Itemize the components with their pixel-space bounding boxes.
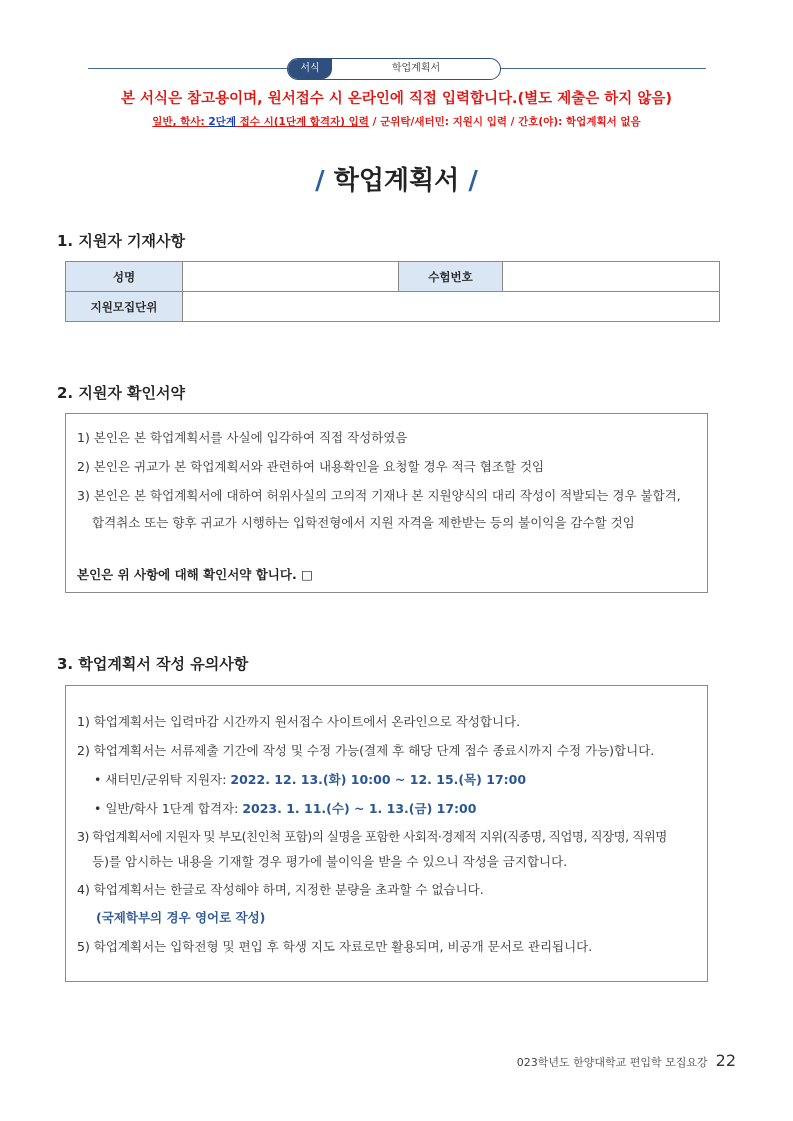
section3-heading: 3. 학업계획서 작성 유의사항 bbox=[57, 655, 249, 673]
title-text: 학업계획서 bbox=[333, 166, 460, 196]
section1-heading: 1. 지원자 기재사항 bbox=[57, 232, 186, 250]
form-label-pill bbox=[287, 58, 501, 80]
title-slash-left: / bbox=[315, 166, 325, 196]
pledge-item-3: 3) 본인은 본 학업계획서에 대하여 허위사실의 고의적 기재나 본 지원양식의 대리 작성이 적발되는 경우 불합격, bbox=[77, 488, 681, 503]
guide-item-3: 3) 학업계획서에 지원자 및 부모(친인척 포함)의 실명을 포함한 사회적·경제적 지위(직종명, 직업명, 직장명, 직위명 bbox=[77, 829, 667, 844]
applicant-info-table bbox=[65, 261, 720, 322]
notice-sub-a: 일반, 학사: bbox=[152, 116, 209, 128]
form-tag: 서식 bbox=[288, 59, 332, 79]
page-number: 22 bbox=[715, 1051, 736, 1070]
guide-item-1: 1) 학업계획서는 입력마감 시간까지 원서접수 사이트에서 온라인으로 작성합니다. bbox=[77, 714, 521, 729]
bullet-1-label: • 새터민/군위탁 지원자: bbox=[94, 772, 231, 787]
footer-text: 023학년도 한양대학교 편입학 모집요강 bbox=[516, 1056, 708, 1069]
bullet-2-label: • 일반/학사 1단계 합격자: bbox=[94, 801, 243, 816]
name-label: 성명 bbox=[66, 262, 183, 292]
exam-no-label: 수험번호 bbox=[399, 262, 503, 292]
pledge-statement bbox=[77, 565, 313, 583]
notice-sub-c: 접수 시(1단계 합격자) 입력 bbox=[235, 116, 369, 128]
bullet-2-date: 2023. 1. 11.(수) ~ 1. 13.(금) 17:00 bbox=[242, 801, 477, 816]
guide-item-4: 4) 학업계획서는 한글로 작성해야 하며, 지정한 분량을 초과할 수 없습니다. bbox=[77, 882, 484, 897]
page-footer bbox=[517, 1051, 736, 1070]
notice-sub-d: / 군위탁/새터민: 지원시 입력 / 간호(야): 학업계획서 없음 bbox=[368, 116, 641, 128]
guide-item-5: 5) 학업계획서는 입학전형 및 편입 후 학생 지도 자료로만 활용되며, 비공개 문서로 관리됩니다. bbox=[77, 939, 593, 954]
title-slash-right: / bbox=[468, 166, 478, 196]
name-field[interactable] bbox=[183, 262, 399, 292]
guide-bullet-2 bbox=[94, 799, 476, 817]
notice-sub bbox=[0, 114, 793, 129]
notice-main: 본 서식은 참고용이며, 원서접수 시 온라인에 직접 입력합니다.(별도 제출은 하지 않음) bbox=[121, 91, 672, 107]
pledge-text: 본인은 위 사항에 대해 확인서약 합니다. bbox=[77, 567, 297, 582]
guide-item-4-note: (국제학부의 경우 영어로 작성) bbox=[96, 910, 266, 925]
form-title: 학업계획서 bbox=[391, 63, 441, 74]
guide-item-3-cont: 등)를 암시하는 내용을 기재할 경우 평가에 불이익을 받을 수 있으니 작성을 금지합니다. bbox=[92, 854, 568, 869]
document-title bbox=[0, 160, 793, 197]
pledge-checkbox[interactable]: □ bbox=[301, 567, 313, 582]
guide-bullet-1 bbox=[94, 770, 526, 788]
notice-sub-b: 2단계 bbox=[208, 116, 236, 128]
pledge-item-1: 1) 본인은 본 학업계획서를 사실에 입각하여 직접 작성하였음 bbox=[77, 430, 408, 445]
unit-label: 지원모집단위 bbox=[66, 292, 183, 322]
pledge-item-3-cont: 합격취소 또는 향후 귀교가 시행하는 입학전형에서 지원 자격을 제한받는 등의 불이익을 감수할 것임 bbox=[92, 515, 635, 530]
pledge-box bbox=[65, 413, 708, 593]
exam-no-field[interactable] bbox=[503, 262, 720, 292]
unit-field[interactable] bbox=[183, 292, 720, 322]
section2-heading: 2. 지원자 확인서약 bbox=[57, 384, 186, 402]
bullet-1-date: 2022. 12. 13.(화) 10:00 ~ 12. 15.(목) 17:00 bbox=[230, 772, 527, 787]
guidelines-box bbox=[65, 685, 708, 982]
guide-item-2: 2) 학업계획서는 서류제출 기간에 작성 및 수정 가능(결제 후 해당 단계 접수 종료시까지 수정 가능)합니다. bbox=[77, 743, 655, 758]
pledge-item-2: 2) 본인은 귀교가 본 학업계획서와 관련하여 내용확인을 요청할 경우 적극 협조할 것임 bbox=[77, 459, 545, 474]
